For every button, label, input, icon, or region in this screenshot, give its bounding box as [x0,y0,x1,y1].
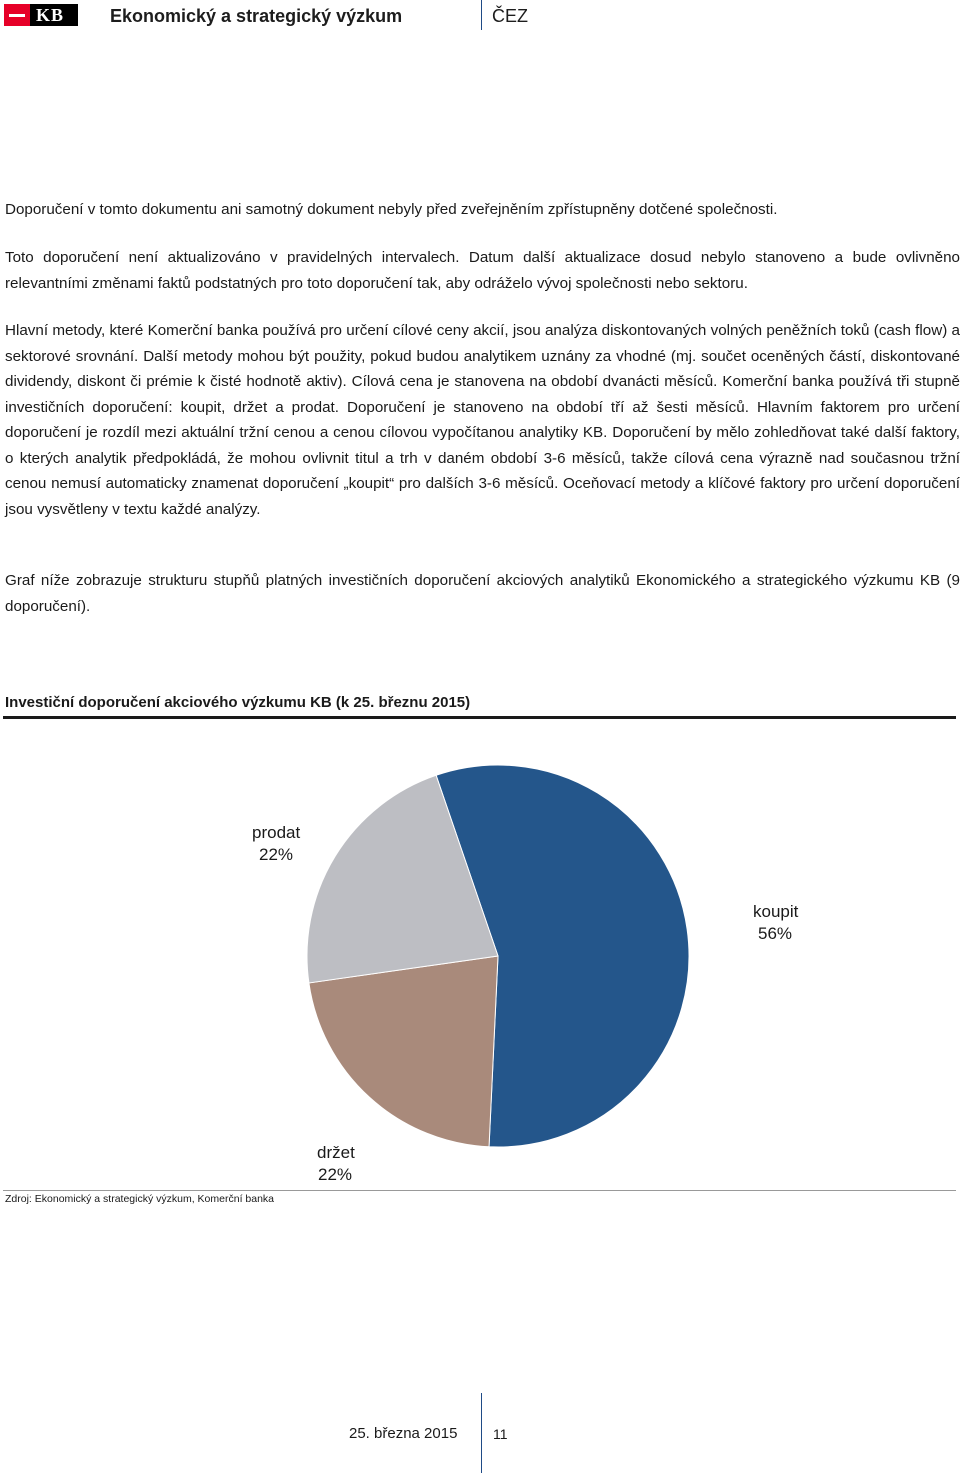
pie-label-prodat [252,822,300,866]
pie-slice-držet [309,956,498,1147]
pie-chart [0,720,960,1190]
chart-source: Zdroj: Ekonomický a strategický výzkum, Komerční banka [5,1193,275,1205]
header-title: Ekonomický a strategický výzkum [110,6,403,26]
pie-label-value: 22% [318,1165,353,1184]
logo-text: KB [36,5,65,25]
footer-date: 25. března 2015 [349,1425,458,1442]
pie-label-name: držet [317,1143,355,1162]
paragraph-chart-intro: Graf níže zobrazuje strukturu stupňů platných investičních doporučení akciových analytiků Ekonomického a strategického výzkumu KB (9 doporučení). [5,572,960,615]
header-company: ČEZ [492,6,528,26]
pie-label-name: koupit [753,902,799,921]
logo-bar [9,14,25,17]
paragraph-methods: Hlavní metody, které Komerční banka používá pro určení cílové ceny akcií, jsou analýza diskontovaných volných peněžních toků (cash flow) a sektorové srovnání. Další metody mohou být použity, pokud budou analytikem uznány za vhodné (mj. součet oceněných částí, diskontované dividendy, diskont či prémie k čisté hodnotě aktiv). Cílová cena je stanovena na období dvanácti měsíců. Komerční banka používá tři stupně investičních doporučení: koupit, držet a prodat. Doporučení je stanoveno na období tří až šesti měsíců. Hlavním faktorem pro určení doporučení je rozdíl mezi aktuální tržní cenou a cenou cílovou vypočítanou analytiky KB. Doporučení by mělo zohledňovat také další faktory, o kterých analytik předpokládá, že mohou ovlivnit titul a trh v daném období 3-6 měsíců, takže cílová cena výrazně nad současnou tržní cenou nemusí automaticky znamenat doporučení „koupit“ pro dalších 3-6 měsíců. Oceňovací metody a klíčové faktory pro určení doporučení jsou vysvětleny v textu každé analýzy. [5,322,960,518]
chart-title: Investiční doporučení akciového výzkumu KB (k 25. březnu 2015) [5,694,471,711]
pie-label-name: prodat [252,823,301,842]
pie-label-drzet [317,1142,355,1186]
pie-label-value: 22% [259,845,294,864]
kb-logo [4,4,78,26]
page-header [0,0,960,32]
header-divider [481,0,482,30]
paragraph-update-policy: Toto doporučení není aktualizováno v pravidelných intervalech. Datum další aktualizace dosud nebylo stanoveno a bude ovlivněno relevantními změnami faktů podstatných pro toto doporučení tak, aby odráželo vývoj společnosti nebo sektoru. [5,249,960,292]
page-number: 11 [493,1426,508,1442]
source-rule [3,1190,956,1191]
logo-red-square [4,4,30,26]
chart-title-rule [3,716,956,719]
pie-label-koupit [753,901,798,945]
footer-divider [481,1393,482,1473]
paragraph-disclosure: Doporučení v tomto dokumentu ani samotný dokument nebyly před zveřejněním zpřístupněny dotčené společnosti. [5,201,778,218]
pie-label-value: 56% [758,924,793,943]
